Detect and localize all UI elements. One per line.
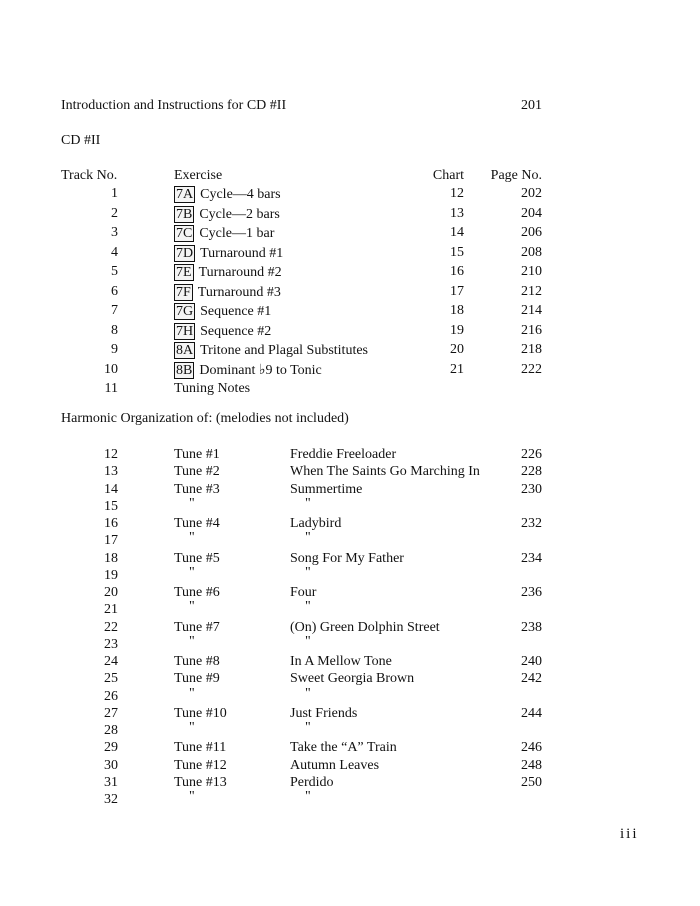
track-number: 7: [111, 303, 118, 318]
tune-label: Tune #9: [174, 671, 220, 687]
chart-number: 18: [450, 303, 464, 318]
page-number-cell: 234: [521, 550, 542, 566]
track-number: 13: [104, 464, 118, 480]
page-number-cell: 204: [521, 205, 542, 221]
tune-row: [0, 685, 700, 706]
exercise-row: [0, 284, 700, 301]
track-number: 28: [104, 723, 118, 738]
page-number-cell: 218: [521, 342, 542, 357]
exercise-row: [0, 245, 700, 262]
tune-row: [0, 740, 700, 757]
exercise-row: [0, 323, 700, 340]
exercise-name: Cycle—1 bar: [199, 226, 275, 241]
exercise-row: [0, 206, 700, 223]
track-number: 20: [104, 585, 118, 600]
track-number: 30: [104, 757, 118, 773]
tune-title: Autumn Leaves: [290, 757, 380, 773]
tune-title: Just Friends: [290, 705, 358, 721]
tune-label: Tune #12: [174, 757, 227, 773]
tune-label: ": [189, 720, 195, 735]
exercise-name: Sequence #1: [200, 304, 272, 319]
tune-row: [0, 495, 700, 516]
exercise-cell: [174, 323, 271, 340]
track-number: 22: [104, 619, 118, 635]
tune-label: Tune #10: [174, 705, 227, 721]
tune-row: [0, 447, 700, 464]
tune-label: Tune #3: [174, 481, 220, 497]
tune-title: ": [305, 530, 311, 546]
tune-row: [0, 654, 700, 671]
tune-label: ": [189, 495, 195, 511]
chart-number: 17: [450, 283, 464, 299]
chart-number: 19: [450, 322, 464, 338]
track-number: 4: [111, 244, 118, 260]
tune-title: Ladybird: [290, 516, 342, 531]
exercise-name: Sequence #2: [200, 323, 272, 339]
exercise-code-badge: 8B: [176, 362, 193, 378]
section-title: CD #II: [61, 133, 101, 148]
track-number: 18: [104, 550, 118, 566]
tune-row: [0, 789, 700, 809]
exercise-code-badge: 7D: [176, 245, 194, 261]
exercise-name: Tuning Notes: [174, 381, 251, 396]
exercise-cell: [174, 225, 274, 242]
chart-number: 12: [450, 186, 464, 201]
track-number: 10: [104, 361, 118, 377]
tune-row: [0, 775, 700, 792]
track-number: 14: [104, 481, 118, 497]
track-number: 12: [104, 447, 118, 462]
tune-row: [0, 564, 700, 585]
exercise-cell: [174, 186, 281, 203]
exercise-code-badge: 7G: [176, 304, 194, 319]
exercise-code-badge: 7C: [176, 226, 193, 241]
page-number-cell: 206: [521, 225, 542, 240]
track-number: 3: [111, 225, 118, 240]
exercise-code-badge: 7E: [176, 265, 192, 280]
tune-label: ": [189, 789, 195, 804]
track-number: 25: [104, 671, 118, 687]
page-number-cell: 248: [521, 757, 542, 773]
intro-page: 201: [521, 98, 542, 113]
intro-label: Introduction and Instructions for CD #II: [61, 98, 287, 113]
tune-title: (On) Green Dolphin Street: [290, 619, 440, 635]
exercise-code-badge: 7A: [176, 187, 194, 202]
exercise-cell: [174, 284, 281, 301]
page-number-cell: 244: [521, 705, 542, 721]
exercise-cell: [174, 303, 271, 320]
tune-label: ": [189, 685, 195, 701]
tune-label: Tune #1: [174, 447, 220, 462]
exercise-code-badge: 7H: [176, 323, 194, 339]
chart-number: 15: [450, 244, 464, 260]
exercise-name: Turnaround #2: [198, 265, 282, 280]
tune-label: ": [189, 633, 195, 649]
track-number: 15: [104, 498, 118, 514]
track-number: 9: [111, 342, 118, 357]
exercise-name: Turnaround #3: [197, 284, 281, 300]
exercise-cell: [174, 381, 250, 397]
header-track: Track No.: [61, 168, 118, 183]
exercise-code-badge: 7B: [176, 206, 193, 222]
tune-label: Tune #13: [174, 774, 227, 790]
track-number: 6: [111, 283, 118, 299]
header-page: Page No.: [490, 168, 542, 183]
track-number: 29: [104, 740, 118, 756]
exercise-row: [0, 362, 700, 379]
track-number: 16: [104, 516, 118, 531]
track-number: 24: [104, 654, 118, 669]
tune-title: ": [305, 599, 311, 615]
tune-row: [0, 551, 700, 568]
page-number-cell: 250: [521, 774, 542, 790]
tune-row: [0, 620, 700, 637]
exercise-code-badge: 8A: [176, 343, 194, 358]
tune-title: Summertime: [290, 481, 363, 497]
track-number: 23: [104, 636, 118, 652]
exercise-code-badge: 7F: [176, 284, 191, 300]
tune-label: Tune #4: [174, 516, 220, 531]
track-number: 11: [104, 381, 118, 396]
page-number-cell: 202: [521, 186, 542, 201]
tune-row: [0, 671, 700, 688]
track-number: 1: [111, 186, 118, 201]
tune-title: ": [305, 564, 311, 580]
track-number: 17: [104, 533, 118, 549]
track-number: 8: [111, 322, 118, 338]
tune-label: Tune #8: [174, 654, 220, 669]
track-number: 32: [104, 792, 118, 807]
tune-row: [0, 530, 700, 550]
tune-row: [0, 464, 700, 481]
tune-title: ": [305, 495, 311, 511]
tune-row: [0, 706, 700, 723]
header-chart: Chart: [432, 168, 464, 183]
exercise-name: Tritone and Plagal Substitutes: [200, 343, 369, 358]
page-number-cell: 228: [521, 464, 542, 480]
exercise-row: [0, 342, 700, 359]
exercise-cell: [174, 206, 280, 223]
tune-row: [0, 599, 700, 619]
exercise-cell: [174, 342, 368, 359]
page-number-cell: 212: [521, 283, 542, 299]
tune-title: Song For My Father: [290, 550, 404, 566]
page-number-cell: 216: [521, 322, 542, 338]
tune-title: Freddie Freeloader: [290, 447, 397, 462]
page-number-cell: 238: [521, 619, 542, 635]
tune-row: [0, 758, 700, 775]
exercise-cell: [174, 362, 322, 379]
tune-label: Tune #6: [174, 585, 220, 600]
tune-title: ": [305, 685, 311, 701]
track-number: 21: [104, 602, 118, 618]
track-number: 19: [104, 567, 118, 583]
chart-number: 16: [450, 264, 464, 279]
tune-label: Tune #11: [174, 740, 227, 756]
track-number: 2: [111, 205, 118, 221]
track-number: 26: [104, 688, 118, 704]
page-number-cell: 242: [521, 671, 542, 687]
tune-label: ": [189, 564, 195, 580]
tune-label: Tune #5: [174, 550, 220, 566]
tune-label: ": [189, 530, 195, 546]
harmonic-title: Harmonic Organization of: (melodies not included): [61, 411, 349, 426]
exercise-row: [0, 264, 700, 281]
page-number-cell: 246: [521, 740, 542, 756]
tune-title: Four: [290, 585, 317, 600]
page-number-cell: 214: [521, 303, 542, 318]
tune-label: ": [189, 599, 195, 615]
tune-row: [0, 633, 700, 654]
tune-label: Tune #2: [174, 464, 220, 480]
exercise-name: Cycle—4 bars: [200, 187, 281, 202]
tune-title: Take the “A” Train: [290, 740, 397, 756]
exercise-row: [0, 303, 700, 320]
page-number-cell: 232: [521, 516, 542, 531]
chart-number: 20: [450, 342, 464, 357]
exercise-name: Cycle—2 bars: [199, 206, 280, 222]
exercise-name: Dominant ♭9 to Tonic: [199, 362, 322, 378]
tune-title: ": [305, 633, 311, 649]
exercise-row: [0, 186, 700, 203]
exercise-row: [0, 381, 700, 398]
chart-number: 13: [450, 205, 464, 221]
tune-title: ": [305, 789, 311, 804]
page-number-cell: 240: [521, 654, 542, 669]
header-exercise: Exercise: [174, 168, 223, 183]
chart-number: 14: [450, 225, 464, 240]
tune-label: Tune #7: [174, 619, 220, 635]
page-number-cell: 226: [521, 447, 542, 462]
tune-row: [0, 482, 700, 499]
page-number-cell: 208: [521, 244, 542, 260]
page-number-cell: 236: [521, 585, 542, 600]
exercise-cell: [174, 245, 283, 262]
tune-title: Perdido: [290, 774, 334, 790]
exercise-cell: [174, 264, 282, 281]
page-number-cell: 230: [521, 481, 542, 497]
track-number: 31: [104, 774, 118, 790]
tune-row: [0, 720, 700, 740]
exercise-name: Turnaround #1: [200, 245, 284, 261]
page-number-cell: 210: [521, 264, 542, 279]
tune-title: ": [305, 720, 311, 735]
tune-title: When The Saints Go Marching In: [290, 464, 480, 480]
tune-title: In A Mellow Tone: [290, 654, 392, 669]
exercise-row: [0, 225, 700, 242]
chart-number: 21: [450, 361, 464, 377]
track-number: 5: [111, 264, 118, 279]
tune-row: [0, 585, 700, 602]
page-number-cell: 222: [521, 361, 542, 377]
tune-title: Sweet Georgia Brown: [290, 671, 415, 687]
page-number: iii: [620, 826, 639, 842]
tune-row: [0, 516, 700, 533]
track-number: 27: [104, 705, 118, 721]
